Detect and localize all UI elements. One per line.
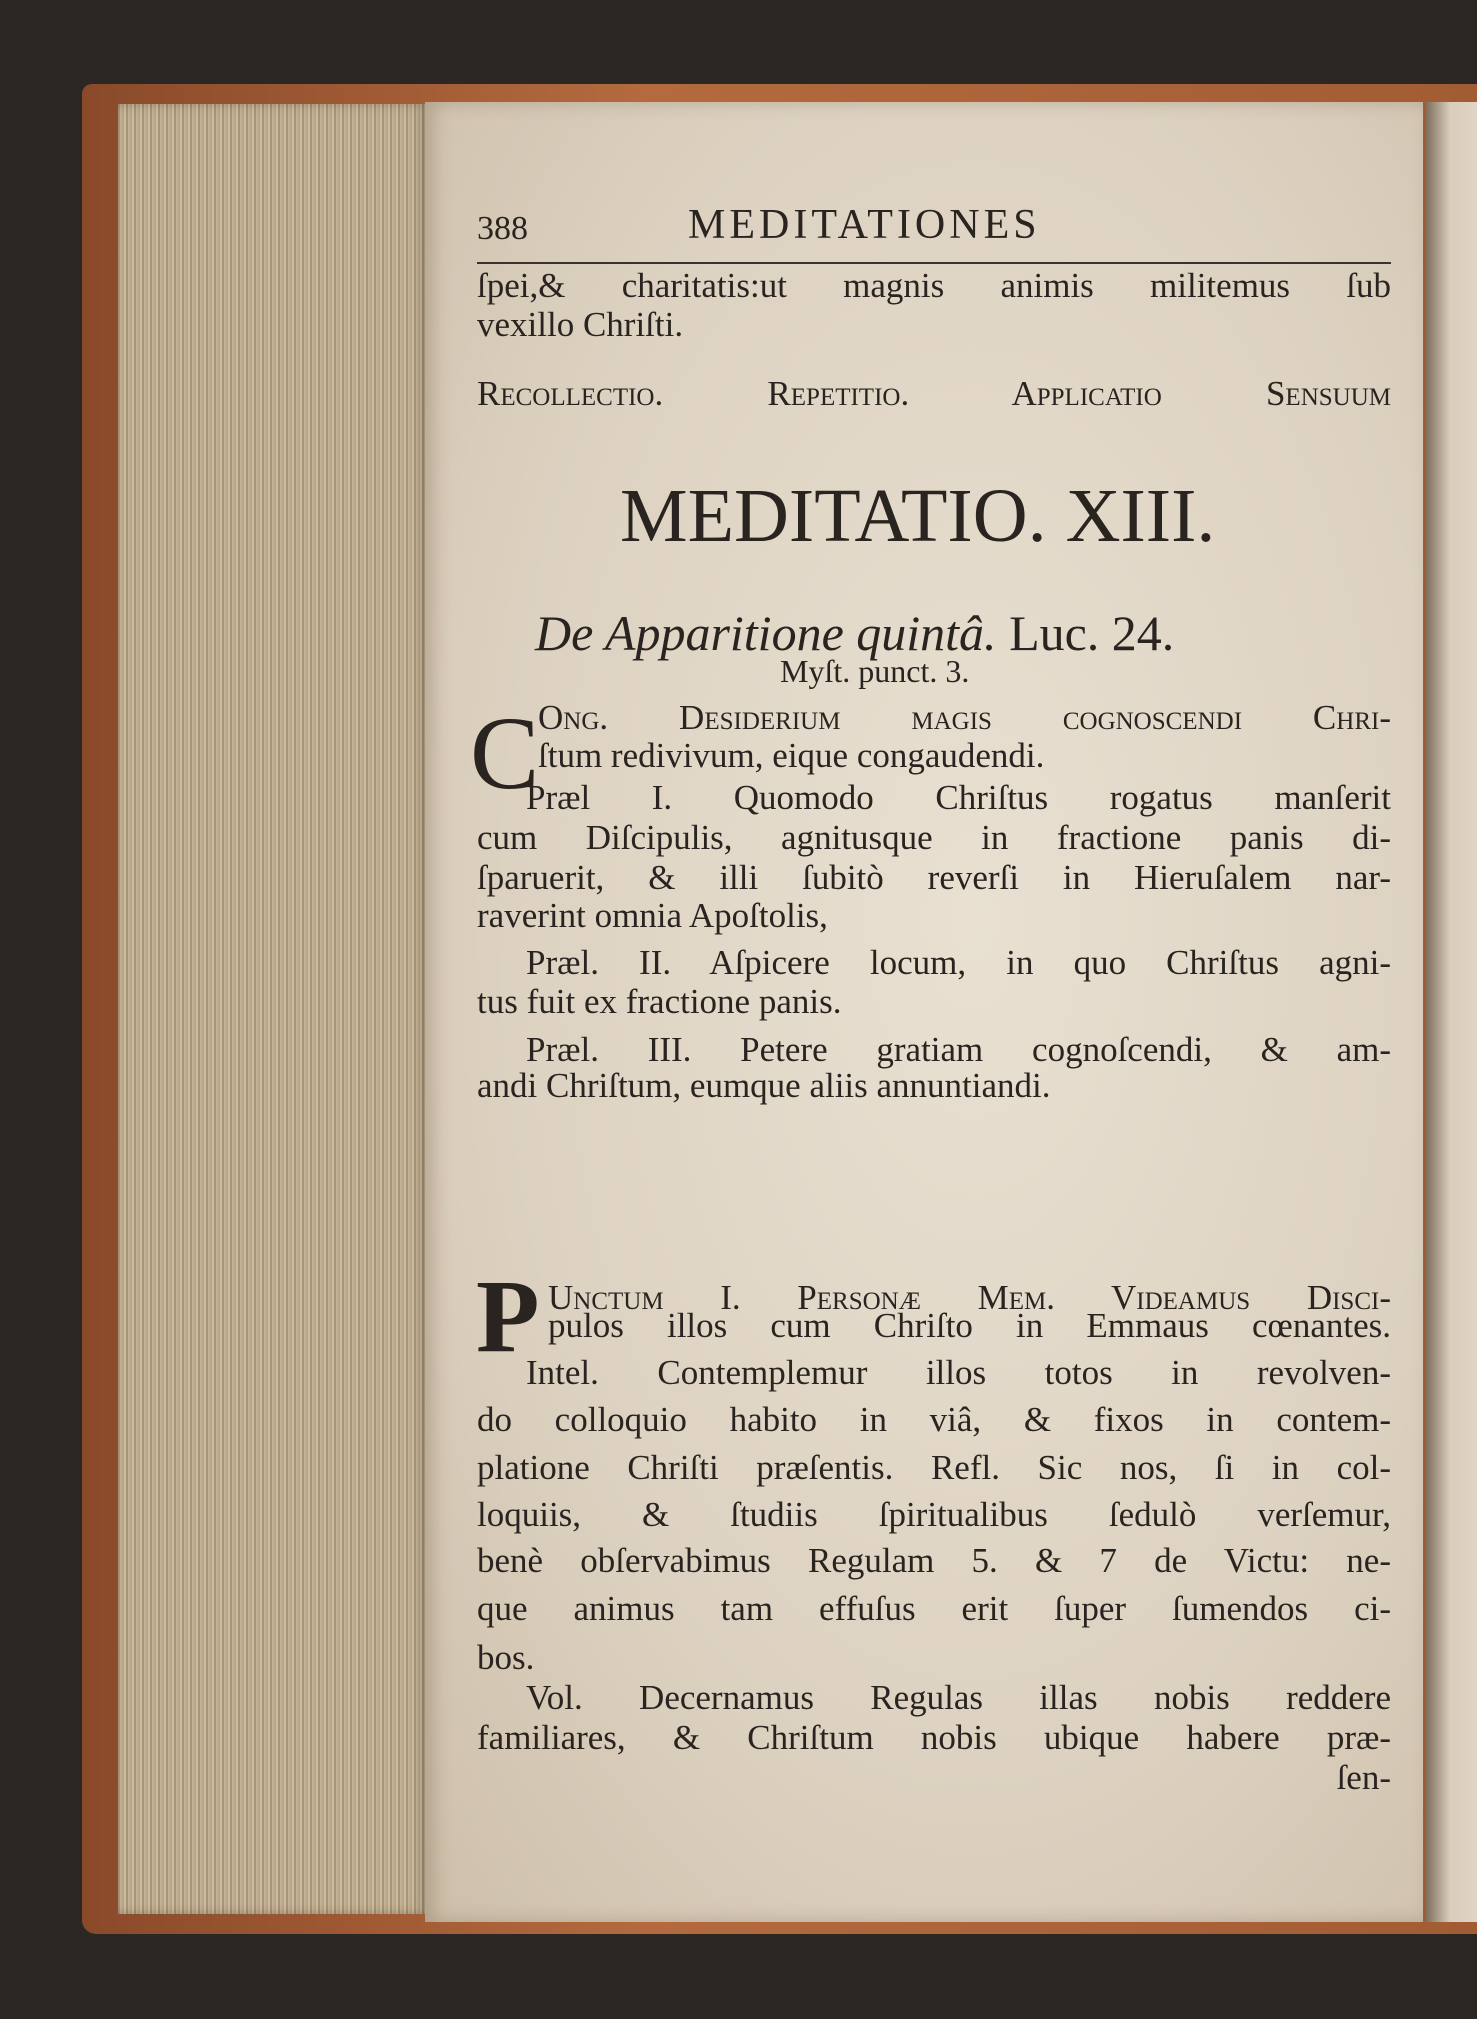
text-line: andi Chriſtum, eumque aliis annuntiandi. [477, 1066, 1051, 1105]
text-line: pulos illos cum Chriſto in Emmaus cœnantes. [548, 1306, 1391, 1345]
catchword: ſen- [1336, 1758, 1391, 1797]
text-line: Præl. III. Petere gratiam cognoſcendi, & am- [526, 1030, 1391, 1069]
mystery-reference: Myſt. punct. 3. [780, 653, 970, 689]
page-number: 388 [477, 210, 528, 247]
text-line: Præl I. Quomodo Chriſtus rogatus manſerit [526, 778, 1391, 817]
meditation-subtitle [535, 605, 1175, 661]
subtitle-reference: Luc. 24. [1009, 605, 1175, 661]
header-rule [477, 262, 1391, 264]
text-line: que animus tam effuſus erit ſuper ſumendos ci- [477, 1589, 1391, 1628]
subtitle-italic: De Apparitione quintâ. [535, 605, 997, 661]
intro-line: Recollectio. Repetitio. Applicatio Sensuum [477, 374, 1391, 413]
text-line: benè obſervabimus Regulam 5. & 7 de Victu: ne- [477, 1541, 1391, 1580]
text-line: Præl. II. Aſpicere locum, in quo Chriſtus agni- [526, 943, 1391, 982]
text-line: Unctum I. Personæ Mem. Videamus Diſci- [548, 1278, 1391, 1317]
text-line: Intel. Contemplemur illos totos in revolven- [526, 1353, 1391, 1392]
text-line: familiares, & Chriſtum nobis ubique habere præ- [477, 1718, 1391, 1757]
intro-line: vexillo Chriſti. [477, 305, 684, 344]
text-line: ſparuerit, & illi ſubitò reverſi in Hieruſalem nar- [477, 858, 1391, 897]
text-line: bos. [477, 1638, 535, 1677]
running-title: MEDITATIONES [688, 202, 1041, 248]
page-block-edges [118, 104, 428, 1914]
text-line: Vol. Decernamus Regulas illas nobis reddere [526, 1678, 1391, 1717]
text-line: ſtum redivivum, eique congaudendi. [538, 736, 1045, 775]
text-line: cum Diſcipulis, agnitusque in fractione panis di- [477, 818, 1391, 857]
facing-page-edge [1426, 102, 1477, 1922]
text-line: loquiis, & ſtudiis ſpiritualibus ſedulò verſemur, [477, 1495, 1391, 1534]
text-line: tus fuit ex fractione panis. [477, 982, 842, 1021]
text-line: platione Chriſti præſentis. Refl. Sic nos, ſi in col- [477, 1448, 1391, 1487]
text-line: Ong. Deſiderium magis cognoſcendi Chri- [538, 698, 1391, 737]
text-line: raverint omnia Apoſtolis, [477, 896, 828, 935]
meditation-title: MEDITATIO. XIII. [620, 474, 1216, 558]
drop-cap-c: C [470, 696, 540, 811]
text-line: do colloquio habito in viâ, & fixos in contem- [477, 1400, 1391, 1439]
drop-cap-p: P [476, 1259, 540, 1374]
intro-line: ſpei,& charitatis:ut magnis animis militemus ſub [477, 266, 1391, 305]
